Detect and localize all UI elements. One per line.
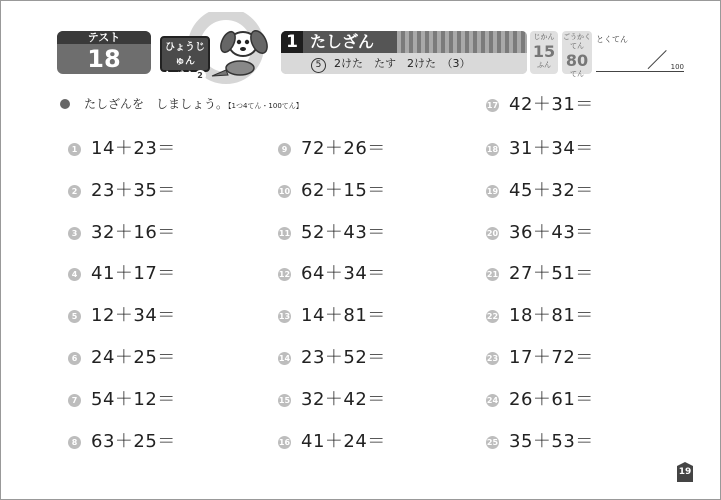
problem-number: 1	[68, 143, 81, 156]
problem-expression: 62＋15＝	[301, 180, 386, 201]
problem-number: 10	[278, 187, 291, 196]
problem-expression: 12＋34＝	[91, 305, 176, 326]
problem-number: 15	[278, 396, 291, 405]
problem-expression: 63＋25＝	[91, 431, 176, 452]
problem-expression: 32＋42＝	[301, 389, 386, 410]
problem-number: 16	[278, 438, 291, 447]
score-entry-box[interactable]	[596, 44, 684, 72]
problem-expression: 72＋26＝	[301, 138, 386, 159]
problem-number: 12	[278, 270, 291, 279]
problem-number: 9	[278, 143, 291, 156]
problem-number: 21	[486, 270, 499, 279]
problem-number: 13	[278, 312, 291, 321]
page-number-badge	[677, 462, 693, 482]
unit-title: たしざん	[310, 32, 375, 51]
instruction-text: たしざんを しましょう。	[84, 97, 229, 111]
problem-number: 24	[486, 396, 499, 405]
lesson-subtitle	[281, 53, 527, 74]
time-unit: ふん	[537, 61, 551, 69]
level-badge	[160, 36, 210, 81]
problem-number: 8	[68, 436, 81, 449]
problem-number: 14	[278, 354, 291, 363]
problem-number: 6	[68, 352, 81, 365]
problem-number: 11	[278, 229, 291, 238]
problem-number: 4	[68, 268, 81, 281]
instruction	[60, 95, 303, 112]
test-number-badge	[57, 31, 151, 74]
problem-expression: 52＋43＝	[301, 222, 386, 243]
problem-number: 2	[68, 185, 81, 198]
problem-number: 23	[486, 354, 499, 363]
problem-expression: 32＋16＝	[91, 222, 176, 243]
passing-score-box	[562, 31, 592, 78]
time-limit-box	[530, 31, 558, 74]
unit-number: 1	[281, 31, 303, 53]
problem-expression: 36＋43＝	[509, 222, 594, 243]
problem-expression: 42＋31＝	[509, 94, 594, 115]
problem-number: 18	[486, 145, 499, 154]
problem-number: 19	[486, 187, 499, 196]
problem-expression: 23＋35＝	[91, 180, 176, 201]
problem-expression: 64＋34＝	[301, 263, 386, 284]
score-max: 100	[670, 63, 684, 71]
test-number: 18	[87, 45, 121, 73]
lesson-number: 5	[311, 58, 326, 73]
goal-label: ごうかくてん	[563, 33, 591, 50]
lesson-title: 2けた たす 2けた （3）	[334, 57, 471, 70]
problem-expression: 23＋52＝	[301, 347, 386, 368]
problem-expression: 35＋53＝	[509, 431, 594, 452]
level-number: 2	[195, 70, 206, 81]
problem-number: 3	[68, 227, 81, 240]
problem-expression: 14＋23＝	[91, 138, 176, 159]
problem-number: 20	[486, 229, 499, 238]
problem-expression: 26＋61＝	[509, 389, 594, 410]
problem-number: 25	[486, 438, 499, 447]
problem-number: 5	[68, 310, 81, 323]
page-number: 19	[678, 467, 692, 477]
problem-expression: 24＋25＝	[91, 347, 176, 368]
problem-expression: 27＋51＝	[509, 263, 594, 284]
time-label: じかん	[533, 33, 555, 41]
level-line1: ひょうじゅん	[165, 42, 205, 67]
problem-expression: 31＋34＝	[509, 138, 594, 159]
problem-number: 7	[68, 394, 81, 407]
problem-expression: 18＋81＝	[509, 305, 594, 326]
problem-expression: 45＋32＝	[509, 180, 594, 201]
goal-unit: てん	[570, 70, 584, 78]
problem-number: 22	[486, 312, 499, 321]
time-value: 15	[532, 42, 556, 61]
problem-expression: 41＋24＝	[301, 431, 386, 452]
problem-expression: 14＋81＝	[301, 305, 386, 326]
problem-expression: 54＋12＝	[91, 389, 176, 410]
problem-expression: 17＋72＝	[509, 347, 594, 368]
test-label: テスト	[57, 31, 151, 44]
score-label: とくてん	[596, 35, 628, 44]
problem-number: 17	[486, 101, 499, 110]
unit-title-bar	[281, 31, 527, 74]
bullet-icon	[60, 99, 70, 109]
problem-expression: 41＋17＝	[91, 263, 176, 284]
goal-value: 80	[565, 51, 589, 70]
instruction-note: 【1つ4てん・100てん】	[228, 102, 303, 110]
level-line2: レベル	[164, 70, 195, 81]
